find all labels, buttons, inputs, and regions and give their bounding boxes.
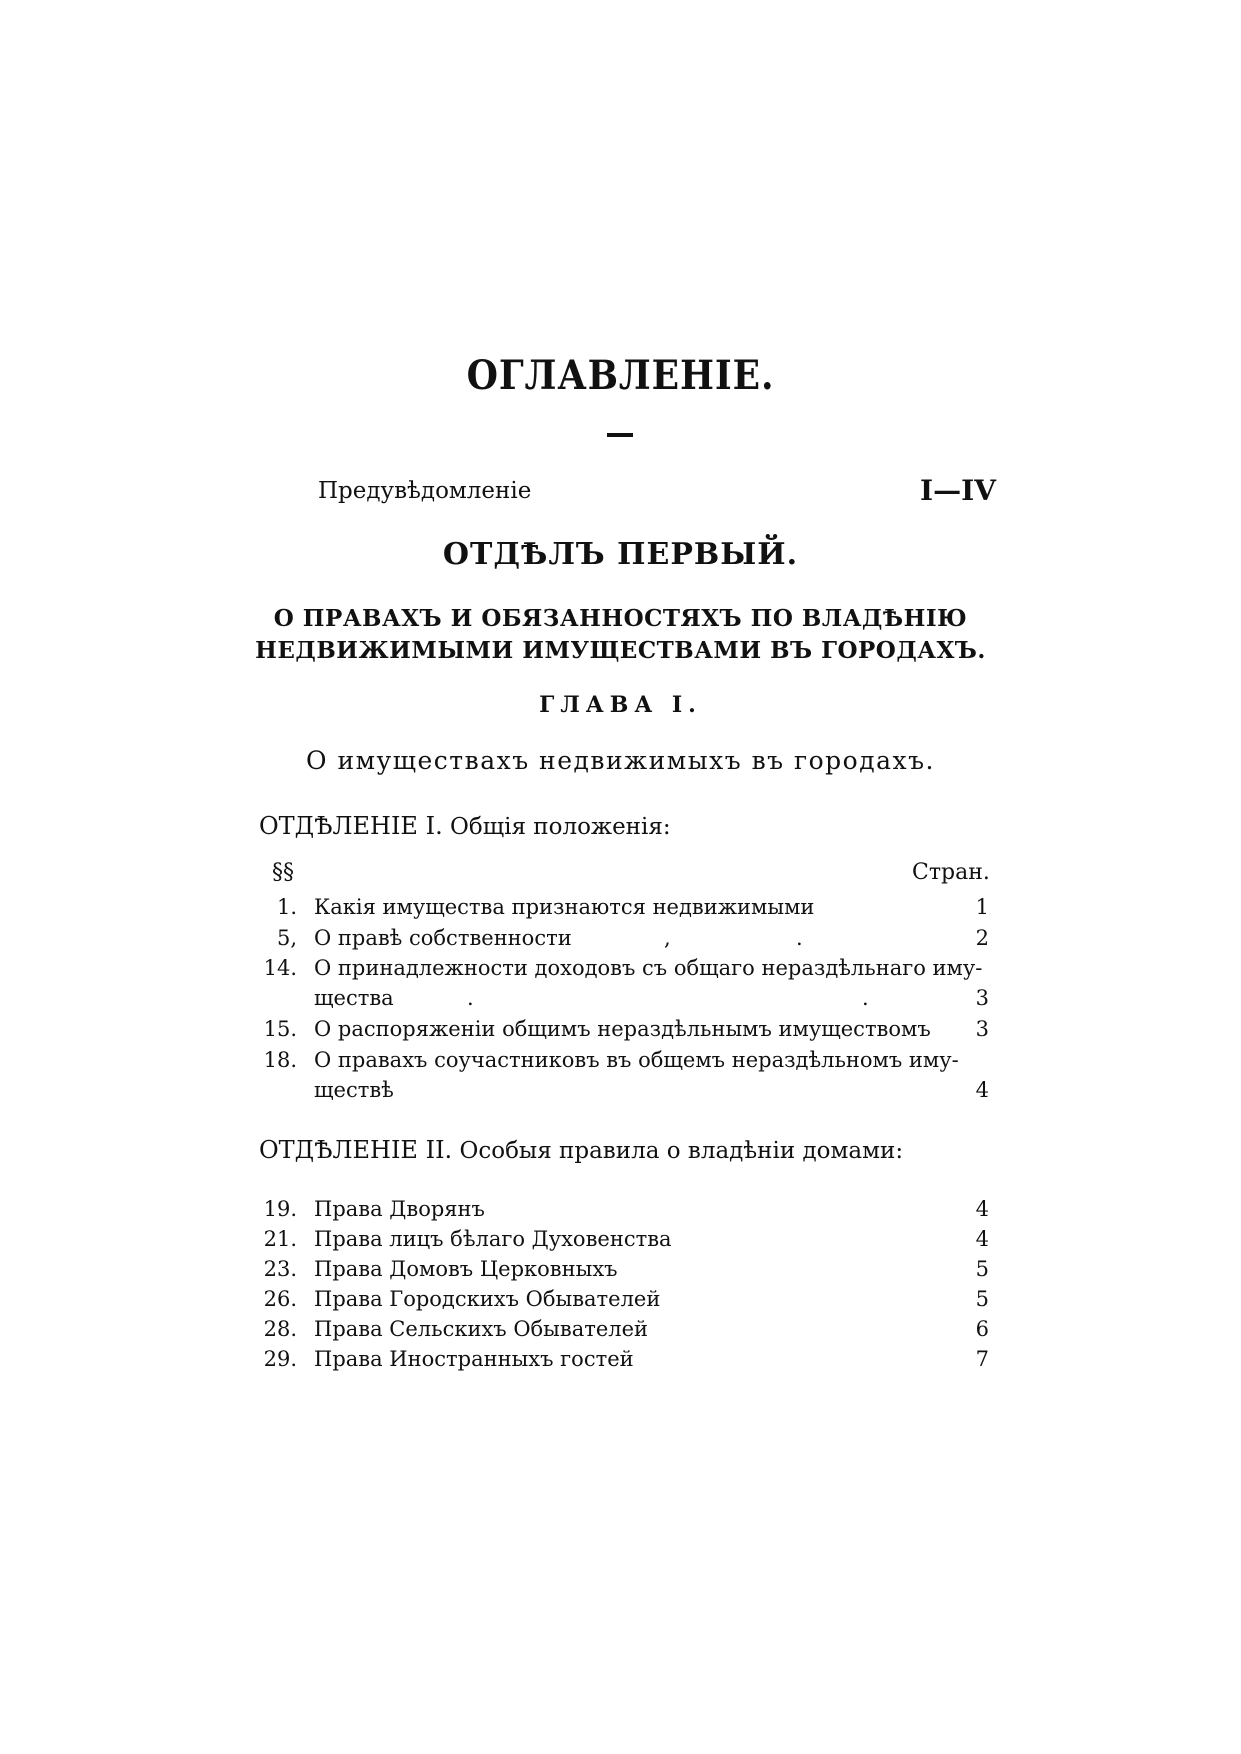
- toc-entry-page: 2: [975, 926, 989, 950]
- toc-entry-title: Права Городскихъ Обывателей: [314, 1287, 661, 1311]
- toc-entry-page: 7: [975, 1347, 989, 1371]
- title-rule: [607, 433, 633, 437]
- toc-entry-title: Права Иностранныхъ гостей: [314, 1347, 634, 1371]
- toc-entry-page: 1: [975, 895, 989, 919]
- toc-entry: [259, 953, 989, 983]
- toc-entry-page: 3: [975, 986, 989, 1010]
- toc-entry: [259, 1014, 989, 1044]
- leader-mark: .: [862, 986, 869, 1010]
- toc-entry-page: 5: [975, 1257, 989, 1281]
- toc-entry-title: О принадлежности доходовъ съ общаго нераздѣльнаго иму-: [314, 956, 983, 980]
- toc-entry-title: ществѣ: [314, 1078, 394, 1102]
- section-1-label: ОТДѢЛЕНІЕ І.: [259, 812, 443, 840]
- toc-entry: [259, 1254, 989, 1284]
- column-header-pages: Стран.: [912, 860, 990, 885]
- toc-entry: [259, 1314, 989, 1344]
- toc-entry-page: 4: [975, 1197, 989, 1221]
- toc-entry-page: 3: [975, 1017, 989, 1041]
- leader-mark: .: [467, 986, 474, 1010]
- toc-entry: [259, 892, 989, 922]
- toc-entry: [259, 1075, 989, 1105]
- toc-entry-title: О правахъ соучастниковъ въ общемъ нераздѣльномъ иму-: [314, 1048, 959, 1072]
- toc-entry: [259, 983, 989, 1013]
- toc-entry-number: 21.: [263, 1227, 297, 1251]
- toc-entry: [259, 923, 989, 953]
- leader-mark: .: [796, 926, 803, 950]
- toc-entry-number: 28.: [263, 1317, 297, 1341]
- toc-entry: [259, 1284, 989, 1314]
- toc-entry-number: 29.: [263, 1347, 297, 1371]
- section-1-heading: [259, 812, 671, 840]
- chapter-label: ГЛАВА І.: [539, 692, 702, 718]
- toc-entry-title: Права лицъ бѣлаго Духовенства: [314, 1227, 672, 1251]
- column-header-sections: §§: [272, 860, 294, 885]
- toc-entry-number: 18.: [263, 1048, 297, 1072]
- toc-entry-title: О распоряженіи общимъ нераздѣльнымъ имуществомъ: [314, 1017, 931, 1041]
- section-2-heading: [259, 1136, 903, 1164]
- toc-entry-title: Права Домовъ Церковныхъ: [314, 1257, 618, 1281]
- section-2-label: ОТДѢЛЕНІЕ II.: [259, 1136, 453, 1164]
- toc-entry-title: Какія имущества признаются недвижимыми: [314, 895, 815, 919]
- toc-entry-number: 23.: [263, 1257, 297, 1281]
- toc-entry-number: 26.: [263, 1287, 297, 1311]
- toc-entry: [259, 1194, 989, 1224]
- preface-label: Предувѣдомленіе: [318, 478, 532, 504]
- preface-pages: I—IV: [920, 474, 996, 507]
- toc-entry-number: 14.: [263, 956, 297, 980]
- page-title: ОГЛАВЛЕНІЕ.: [466, 352, 775, 399]
- toc-entry-number: 19.: [263, 1197, 297, 1221]
- toc-entry: [259, 1045, 989, 1075]
- toc-entry-number: 5,: [276, 926, 297, 950]
- leader-mark: ,: [664, 926, 671, 950]
- toc-entry-title: О правѣ собственности: [314, 926, 572, 950]
- section-2-title: Особыя правила о владѣніи домами:: [459, 1138, 904, 1164]
- part-subtitle: О ПРАВАХЪ И ОБЯЗАННОСТЯХЪ ПО ВЛАДѢНІЮ НЕДВИЖИМЫМИ ИМУЩЕСТВАМИ ВЪ ГОРОДАХЪ.: [255, 605, 986, 664]
- chapter-title: О имуществахъ недвижимыхъ въ городахъ.: [306, 746, 935, 775]
- section-1-title: Общія положенія:: [450, 814, 671, 840]
- toc-entry-title: щества: [314, 986, 394, 1010]
- toc-entry: [259, 1224, 989, 1254]
- toc-entry-number: 15.: [263, 1017, 297, 1041]
- part-title: ОТДѢЛЪ ПЕРВЫЙ.: [442, 537, 799, 572]
- toc-entry-page: 4: [975, 1078, 989, 1102]
- toc-entry-number: 1.: [276, 895, 297, 919]
- toc-entry-page: 4: [975, 1227, 989, 1251]
- toc-entry-page: 5: [975, 1287, 989, 1311]
- toc-entry-title: Права Сельскихъ Обывателей: [314, 1317, 649, 1341]
- toc-entry-title: Права Дворянъ: [314, 1197, 485, 1221]
- toc-entry-page: 6: [975, 1317, 989, 1341]
- toc-entry: [259, 1344, 989, 1374]
